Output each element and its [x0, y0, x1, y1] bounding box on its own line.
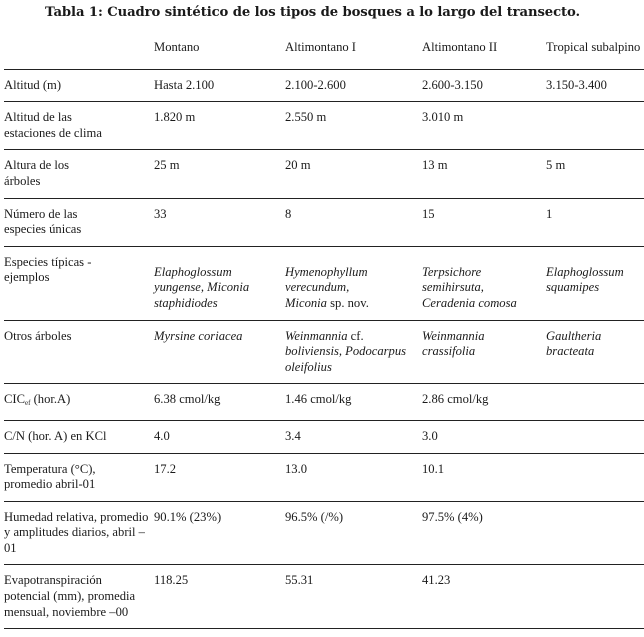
cell: 15: [422, 198, 546, 246]
cell: [285, 320, 422, 384]
cell: 25 m: [154, 150, 285, 198]
row-label: Altitud (m): [4, 69, 154, 102]
table-row-especies-tipicas: [4, 246, 644, 320]
cell: [422, 246, 546, 320]
cell: [154, 246, 285, 320]
cell: 3.150-3.400: [546, 69, 644, 102]
cell: 90.1% (23%): [154, 501, 285, 565]
row-label: [4, 384, 154, 421]
row-label: Especies típicas -ejemplos: [4, 246, 154, 320]
cell: 13 m: [422, 150, 546, 198]
table-row-otros-arboles: [4, 320, 644, 384]
cell: 3.010 m: [422, 102, 546, 150]
table-row-cn: [4, 420, 644, 453]
cell: 33: [154, 198, 285, 246]
cell: 17.2: [154, 453, 285, 501]
cell: 2.600-3.150: [422, 69, 546, 102]
species-name: boliviensis, Podocarpus oleifolius: [285, 344, 407, 374]
species-name: Weinmannia crassifolia: [422, 328, 485, 359]
species-name: Hymenophyllum verecundum,: [285, 264, 368, 295]
cell: [546, 565, 644, 629]
cell: [546, 320, 644, 384]
species-note: cf.: [347, 328, 364, 343]
row-label: Otros árboles: [4, 320, 154, 384]
table-title: Tabla 1: Cuadro sintético de los tipos de bosques a lo largo del transecto.: [45, 5, 580, 20]
header-altimontano-1: Altimontano I: [285, 40, 357, 54]
forest-types-table: [4, 40, 644, 629]
species-name: Elaphoglossum squamipes: [546, 264, 624, 295]
cell: 41.23: [422, 565, 546, 629]
table-row-numero-especies: [4, 198, 644, 246]
header-row: [4, 40, 644, 69]
cell: [546, 420, 644, 453]
cell: Hasta 2.100: [154, 69, 285, 102]
row-label: Evapotranspiración potencial (mm), promedia mensual, noviembre –00: [4, 565, 154, 629]
header-montano: Montano: [154, 40, 200, 54]
row-label: Temperatura (°C), promedio abril-01: [4, 453, 154, 501]
label-main: CIC: [4, 392, 25, 407]
cell: [546, 453, 644, 501]
cell: 20 m: [285, 150, 422, 198]
cell: 10.1: [422, 453, 546, 501]
cell: 6.38 cmol/kg: [154, 384, 285, 421]
cell: 3.4: [285, 420, 422, 453]
table-row-evapotranspiracion: [4, 565, 644, 629]
species-name: Myrsine coriacea: [154, 328, 243, 343]
cell: 3.0: [422, 420, 546, 453]
table-row-altitud: [4, 69, 644, 102]
species-name: Terpsichore semihirsuta, Ceradenia comosa: [422, 264, 517, 310]
cell: [285, 246, 422, 320]
cell: 13.0: [285, 453, 422, 501]
species-name: Weinmannia: [285, 328, 348, 343]
cell: [546, 501, 644, 565]
species-note: sp. nov.: [326, 295, 369, 310]
table-row-temperatura: [4, 453, 644, 501]
cell: 2.86 cmol/kg: [422, 384, 546, 421]
header-tropical-subalpino: Tropical subalpino: [546, 40, 641, 54]
cell: 5 m: [546, 150, 644, 198]
table-row-altura-arboles: [4, 150, 644, 198]
row-label: Humedad relativa, promedio y amplitudes diarios, abril –01: [4, 501, 154, 565]
cell: [546, 384, 644, 421]
header-empty: [4, 40, 154, 69]
row-label: C/N (hor. A) en KCl: [4, 420, 154, 453]
cell: 1.820 m: [154, 102, 285, 150]
row-label: Número de las especies únicas: [4, 198, 154, 246]
label-rest: (hor.A): [30, 392, 71, 407]
cell: 1.46 cmol/kg: [285, 384, 422, 421]
cell: 1: [546, 198, 644, 246]
species-name: Miconia: [285, 295, 327, 310]
label-subscript: ef: [25, 399, 31, 408]
species-name: Gaultheria bracteata: [546, 328, 602, 359]
cell: [546, 102, 644, 150]
cell: 97.5% (4%): [422, 501, 546, 565]
cell: 2.100-2.600: [285, 69, 422, 102]
cell: 96.5% (/%): [285, 501, 422, 565]
cell: 55.31: [285, 565, 422, 629]
table-row-altitud-estaciones: [4, 102, 644, 150]
cell: 2.550 m: [285, 102, 422, 150]
cell: [546, 246, 644, 320]
cell: 4.0: [154, 420, 285, 453]
cell: 118.25: [154, 565, 285, 629]
table-row-humedad: [4, 501, 644, 565]
row-label: Altura de los árboles: [4, 150, 154, 198]
cell: [154, 320, 285, 384]
cell: 8: [285, 198, 422, 246]
cell: [422, 320, 546, 384]
table-row-cic: [4, 384, 644, 421]
row-label: Altitud de las estaciones de clima: [4, 102, 154, 150]
species-name: Elaphoglossum yungense, Miconia staphidiodes: [154, 264, 250, 310]
header-altimontano-2: Altimontano II: [422, 40, 498, 54]
